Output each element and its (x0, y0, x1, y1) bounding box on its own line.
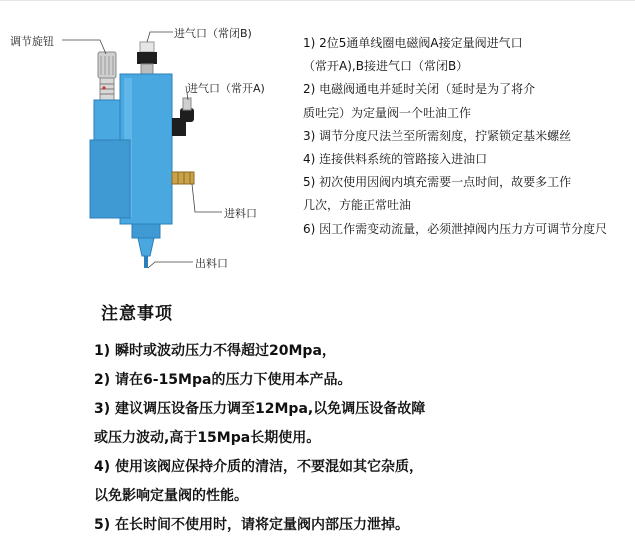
step-line: 5) 初次使用因阀内填充需要一点时间，故要多工作 (303, 175, 572, 190)
step-line: 4) 连接供料系统的管路接入进油口 (303, 151, 488, 166)
upper-cylinder (94, 100, 122, 140)
notice-item: 4) 使用该阀应保持介质的清洁，不要混如其它杂质， (94, 459, 424, 475)
feed-inlet-fitting (172, 172, 194, 184)
label-adjust-knob: 调节旋钮 (10, 35, 54, 48)
step-line: 几次，方能正常吐油 (303, 198, 412, 213)
nozzle (132, 224, 160, 268)
step-line: 3) 调节分度尺法兰至所需刻度，拧紧锁定基米螺丝 (303, 128, 572, 143)
notice-item: 5) 在长时间不使用时，请将定量阀内部压力泄掉。 (94, 517, 410, 533)
side-block (90, 140, 130, 218)
notice-item: 3) 建议调压设备压力调至12Mpa,以免调压设备故障 (94, 401, 426, 417)
label-outlet: 出料口 (195, 257, 228, 270)
notice-item: 1) 瞬时或波动压力不得超过20Mpa， (94, 343, 336, 359)
notice-item: 2) 请在6-15Mpa的压力下使用本产品。 (94, 372, 352, 388)
step-line: 质吐完）为定量阀一个吐油工作 (303, 105, 472, 120)
steps-list (303, 34, 633, 239)
step-line: 2) 电磁阀通电并延时关闭（延时是为了将介 (303, 82, 536, 97)
notice-list (94, 340, 425, 543)
adjust-knob (98, 52, 116, 100)
inlet-a-fitting (172, 98, 194, 136)
step-line: 6) 因工作需变动流量，必须泄掉阀内压力方可调节分度尺 (303, 221, 608, 236)
notice-item: 以免影响定量阀的性能。 (94, 488, 248, 504)
inlet-b-fitting (137, 42, 157, 74)
label-inlet-a: 进气口（常开A) (187, 82, 265, 95)
notice-title: 注意事项 (101, 304, 173, 324)
label-inlet-b: 进气口（常闭B) (174, 27, 252, 40)
step-line: （常开A),B接进气口（常闭B） (303, 59, 469, 74)
label-feed-inlet: 进料口 (224, 207, 257, 220)
notice-item: 或压力波动,高于15Mpa长期使用。 (94, 430, 321, 446)
step-line: 1) 2位5通单线圈电磁阀A接定量阀进气口 (303, 36, 523, 50)
